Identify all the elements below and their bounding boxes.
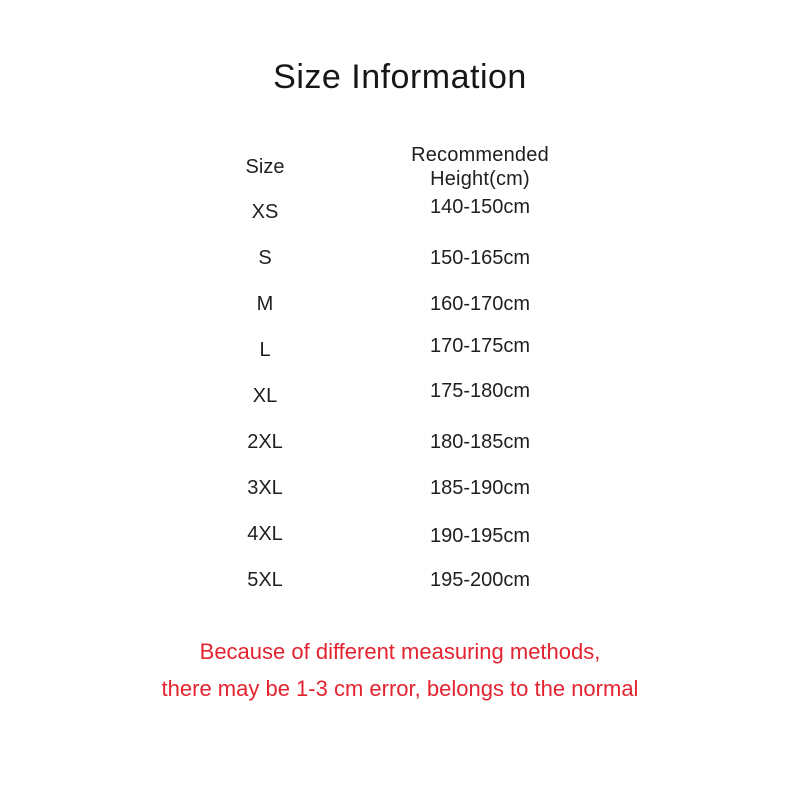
size-cell: M — [256, 293, 274, 315]
size-cell: 5XL — [247, 569, 283, 591]
height-cell: 190-195cm — [429, 525, 531, 547]
table-row — [170, 465, 600, 511]
table-header-row — [170, 143, 600, 190]
height-cell: 180-185cm — [429, 431, 531, 453]
column-header-height: Recommended Height(cm) — [411, 144, 549, 190]
size-cell: XS — [251, 201, 279, 223]
table-row — [170, 327, 600, 373]
measurement-disclaimer — [0, 633, 800, 707]
disclaimer-line-1: Because of different measuring methods, — [199, 639, 601, 664]
height-cell: 150-165cm — [429, 247, 531, 269]
table-row — [170, 189, 600, 235]
table-row — [170, 419, 600, 465]
page-title: Size Information — [273, 58, 527, 96]
height-cell: 170-175cm — [429, 335, 531, 357]
height-cell: 140-150cm — [429, 196, 531, 218]
disclaimer-line-2: there may be 1-3 cm error, belongs to the normal — [161, 676, 639, 701]
table-row — [170, 373, 600, 419]
column-header-size: Size — [245, 156, 285, 178]
table-row — [170, 557, 600, 603]
size-cell: 3XL — [247, 477, 283, 499]
size-cell: 2XL — [247, 431, 283, 453]
height-cell: 195-200cm — [429, 569, 531, 591]
size-cell: S — [258, 247, 272, 269]
size-table — [170, 143, 600, 603]
table-row — [170, 235, 600, 281]
height-cell: 185-190cm — [429, 477, 531, 499]
table-row — [170, 511, 600, 557]
height-cell: 160-170cm — [429, 293, 531, 315]
size-cell: XL — [252, 385, 278, 407]
size-cell: L — [259, 339, 271, 361]
height-cell: 175-180cm — [429, 380, 531, 402]
table-row — [170, 281, 600, 327]
size-cell: 4XL — [247, 523, 283, 545]
